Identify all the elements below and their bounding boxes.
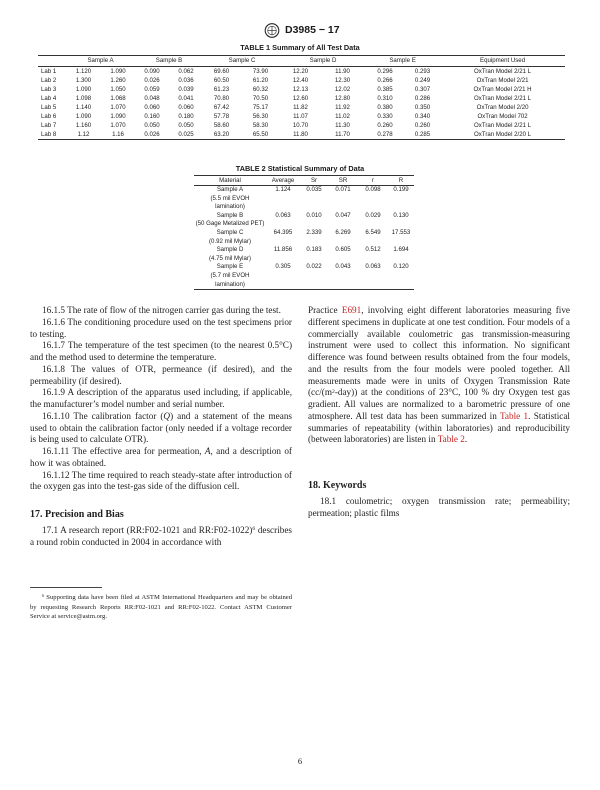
footnote (30, 587, 292, 622)
paragraph-text: 17.1 A research report (RR:F02-1021 and RR:F02-1022) (42, 525, 253, 535)
table1-row (38, 67, 565, 77)
stat-value-cell: 1.124 (275, 186, 291, 193)
paragraph-text: , and a description of how it was obtained. (30, 446, 292, 468)
value-cell: 0.330 (377, 113, 393, 120)
table2-header-row (194, 176, 414, 186)
table2-caption: TABLE 2 Statistical Summary of Data (235, 164, 365, 173)
lab-label: Lab 2 (41, 77, 57, 84)
stat-value-cell: 0.120 (393, 263, 409, 271)
material-line: (4.75 mil Mylar) (209, 254, 251, 262)
stat-value-cell: 0.022 (306, 263, 322, 271)
value-cell: 1.300 (75, 77, 92, 84)
value-cell: 1.16 (112, 131, 124, 138)
paragraph-text: -day)) at the conditions of 23°C, 100 % dry Oxygen test gas gradient. All values are normalized to a barometric pressure of one atmosphere. All test data has been summarized in (308, 387, 570, 421)
equipment-cell: OxTran Model 2/21 L (474, 122, 532, 129)
material-line: Sample B (216, 211, 244, 219)
page-number: 6 (297, 756, 303, 766)
table2-body (194, 186, 414, 290)
value-cell: 11.02 (335, 113, 350, 120)
value-cell: 0.350 (414, 104, 431, 111)
material-line: (5.7 mil EVOH (210, 271, 250, 279)
value-cell: 0.340 (414, 113, 431, 120)
value-cell: 0.060 (178, 104, 194, 111)
value-cell: 0.310 (377, 95, 393, 102)
value-cell: 12.20 (292, 68, 309, 75)
stat-value-cell: 0.043 (335, 263, 351, 271)
left-text-column (30, 305, 292, 549)
table1-body (38, 67, 565, 140)
value-cell: 69.60 (213, 68, 230, 75)
value-cell: 0.278 (377, 131, 393, 138)
section-heading-17: 17. Precision and Bias (30, 509, 124, 520)
value-cell: 12.30 (334, 77, 351, 84)
stat-value-cell: 6.269 (335, 228, 351, 236)
footnote-number: 6 (42, 593, 45, 599)
value-cell: 11.07 (293, 113, 308, 120)
value-cell: 1.090 (110, 113, 126, 120)
value-cell: 0.260 (377, 122, 393, 129)
reference-link-table1[interactable]: Table 1 (499, 410, 529, 421)
material-cell (194, 263, 266, 289)
value-cell: 60.50 (213, 77, 230, 84)
page-header (0, 22, 600, 39)
equipment-cell: OxTran Model 2/20 L (474, 131, 532, 138)
material-cell (194, 212, 266, 229)
stat-value-cell: 0.029 (365, 211, 381, 219)
sample-header: Sample A (66, 56, 135, 67)
table1-head (38, 56, 565, 67)
value-cell: 0.296 (377, 68, 393, 75)
lab-label: Lab 5 (41, 104, 57, 111)
stat-value-cell: 0.071 (335, 186, 351, 193)
value-cell: 10.70 (292, 122, 309, 129)
right-text-column (308, 305, 570, 520)
stat-value-cell: 0.605 (335, 246, 351, 254)
material-line: Sample D (216, 246, 244, 254)
paragraph-16-1-12: 16.1.12 The time required to reach steady-state after introduction of the oxygen gas into the test-gas side of the diffusion cell. (30, 469, 292, 492)
value-cell: 58.30 (252, 122, 269, 129)
value-cell: 12.40 (292, 77, 309, 84)
value-cell: 11.70 (335, 131, 350, 138)
lab-label: Lab 1 (41, 68, 57, 75)
value-cell: 61.20 (252, 77, 269, 84)
equipment-cell: OxTran Model 2/21 L (474, 68, 532, 75)
value-cell: 1.068 (110, 95, 126, 102)
table1-row (38, 103, 565, 112)
stat-value-cell: 0.305 (275, 263, 291, 271)
paragraph-text: 16.1.10 The calibration factor ( (42, 410, 164, 421)
value-cell: 70.50 (252, 95, 269, 102)
lab-label: Lab 7 (41, 122, 57, 129)
value-cell: 11.90 (335, 68, 350, 75)
stat-header: R (388, 176, 414, 186)
paragraph-text: . (464, 434, 468, 445)
equipment-cell: OxTran Model 702 (477, 113, 528, 120)
stat-header: Sr (300, 176, 328, 186)
stat-value-cell: 64.395 (273, 228, 293, 236)
value-cell: 60.32 (252, 86, 269, 93)
table1-caption: TABLE 1 Summary of All Test Data (240, 43, 360, 52)
value-cell: 11.92 (335, 104, 350, 111)
reference-link-e691[interactable]: E691 (341, 305, 362, 315)
value-cell: 0.160 (144, 113, 160, 120)
value-cell: 1.090 (75, 113, 92, 120)
value-cell: 0.260 (414, 122, 431, 129)
value-cell: 12.02 (334, 86, 351, 93)
value-cell: 61.23 (213, 86, 230, 93)
sample-header: Sample E (365, 56, 440, 67)
value-cell: 1.050 (110, 86, 126, 93)
material-line: Sample E (216, 263, 244, 271)
value-cell: 0.036 (178, 77, 194, 84)
value-cell: 11.80 (293, 131, 308, 138)
value-cell: 0.062 (178, 68, 194, 75)
paragraph-text: ) and a statement of the means used to obtain the calibration factor (only needed if a voltage recorder is being used to calculate OTR). (30, 410, 292, 445)
table1-row (38, 121, 565, 130)
paragraph-16-1-9: 16.1.9 A description of the apparatus used including, if applicable, the manufacturer’s model number and serial number. (30, 387, 292, 409)
stat-value-cell: 0.035 (306, 186, 322, 193)
value-cell: 0.050 (178, 122, 194, 129)
reference-link-table2[interactable]: Table 2 (437, 434, 465, 445)
value-cell: 0.307 (414, 86, 431, 93)
paragraph-18-1: 18.1 coulometric; oxygen transmission rate; permeability; permeation; plastic films (308, 496, 570, 518)
symbol-a: A (204, 446, 211, 456)
stat-value-cell: 1.694 (393, 246, 409, 254)
superscript-2: 2 (331, 388, 335, 395)
paragraph-text: describes a round robin conducted in 2004 in accordance with (30, 525, 292, 547)
lab-label: Lab 8 (41, 131, 57, 138)
stat-value-cell: 0.130 (393, 211, 409, 219)
lab-label: Lab 4 (41, 95, 57, 102)
stat-value-cell: 0.512 (365, 246, 381, 254)
value-cell: 12.13 (292, 86, 309, 93)
value-cell: 75.17 (252, 104, 269, 111)
value-cell: 12.60 (292, 95, 309, 102)
stat-value-cell: 0.183 (306, 246, 322, 254)
value-cell: 0.060 (144, 104, 160, 111)
footnote-rule (30, 587, 102, 588)
material-line: Sample A (216, 186, 244, 193)
value-cell: 0.293 (414, 68, 431, 75)
paragraph-16-1-8: 16.1.8 The values of OTR, permeance (if desired), and the permeability (if desired). (30, 363, 292, 386)
paragraph-16-1-11 (30, 446, 292, 470)
paragraph-text: . Statistical summaries of repeatability (within laboratories) and reproducibility (between laboratories) are listen in (308, 410, 570, 445)
table2-row (194, 263, 414, 289)
stat-value-cell: 0.063 (365, 263, 381, 271)
stat-value-cell: 0.047 (335, 211, 351, 219)
lab-label: Lab 3 (41, 86, 57, 93)
sample-header: Sample D (281, 56, 365, 67)
lab-label: Lab 6 (41, 113, 57, 120)
paragraph-17-1-continued (308, 305, 570, 446)
blank-header-cell (38, 56, 66, 67)
value-cell: 0.180 (178, 113, 194, 120)
standard-designation: D3985 − 17 (285, 24, 340, 36)
table1-row (38, 85, 565, 94)
astm-logo (264, 22, 280, 39)
value-cell: 11.30 (335, 122, 350, 129)
value-cell: 0.286 (414, 95, 431, 102)
stat-value-cell: 6.549 (365, 228, 381, 236)
value-cell: 0.025 (178, 131, 194, 138)
symbol-q: Q (163, 410, 171, 421)
value-cell: 0.039 (178, 86, 194, 93)
table1-row (38, 76, 565, 85)
value-cell: 63.20 (213, 131, 230, 138)
material-line: (5.5 mil EVOH (210, 194, 250, 202)
stat-header: SR (328, 176, 358, 186)
material-line: Sample C (216, 228, 244, 236)
table1-header-row (38, 56, 565, 67)
stat-value-cell: 17.553 (391, 228, 411, 236)
value-cell: 67.42 (213, 104, 230, 111)
material-line: (50 Gage Metalized PET) (195, 220, 265, 228)
stat-header: Average (266, 176, 300, 186)
material-line: (0.92 mil Mylar) (209, 237, 251, 245)
sample-header: Sample C (203, 56, 281, 67)
stat-value-cell: 11.856 (273, 246, 293, 254)
value-cell: 11.82 (293, 104, 308, 111)
sample-header: Sample B (135, 56, 203, 67)
paragraph-16-1-10 (30, 411, 292, 446)
paragraph-16-1-5: 16.1.5 The rate of flow of the nitrogen carrier gas during the test. (42, 305, 281, 315)
material-line: lamination) (215, 203, 245, 211)
footnote-text (30, 593, 292, 622)
material-cell (194, 186, 266, 212)
paragraph-text: Practice (308, 305, 342, 315)
table1-row (38, 94, 565, 103)
value-cell: 0.026 (144, 131, 160, 138)
footnote-reference: 6 (252, 526, 256, 533)
table2-row (194, 212, 414, 229)
material-cell (194, 246, 266, 263)
stat-header: r (358, 176, 388, 186)
material-cell (194, 229, 266, 246)
value-cell: 57.78 (213, 113, 230, 120)
section-heading-18: 18. Keywords (308, 480, 367, 491)
equipment-cell: OxTran Model 2/21 L (474, 95, 532, 102)
table1-row (38, 112, 565, 121)
paragraph-17-1 (30, 525, 292, 549)
value-cell: 0.026 (144, 77, 160, 84)
stat-value-cell: 2.339 (306, 228, 322, 236)
paragraph-text: , involving eight different laboratories measuring five different specimens in duplicate at one test condition. Four models of a commercially available coulometric gas transmission-measuring instrument were used to collect this information. No significant difference was found between results obtained from the four models, and the results from the four models were pooled together. All measurements made were in units of Oxygen Transmission Rate (cc/(m (308, 305, 570, 398)
value-cell: 1.090 (110, 68, 126, 75)
equipment-cell: OxTran Model 2/21 H (473, 86, 532, 93)
stat-value-cell: 0.098 (365, 186, 381, 193)
table2 (194, 175, 414, 290)
stat-value-cell: 0.010 (306, 211, 322, 219)
equipment-cell: OxTran Model 2/20 (476, 104, 529, 111)
value-cell: 0.059 (144, 86, 160, 93)
value-cell: 58.60 (213, 122, 230, 129)
value-cell: 65.50 (252, 131, 269, 138)
value-cell: 12.80 (334, 95, 351, 102)
value-cell: 0.285 (414, 131, 431, 138)
value-cell: 1.12 (77, 131, 90, 138)
table1 (38, 55, 565, 140)
value-cell: 1.260 (110, 77, 126, 84)
value-cell: 0.090 (144, 68, 160, 75)
stat-value-cell: 0.199 (393, 186, 409, 193)
stat-header: Material (194, 176, 266, 186)
value-cell: 1.070 (110, 104, 126, 111)
value-cell: 1.098 (75, 95, 92, 102)
table2-row (194, 229, 414, 246)
value-cell: 0.048 (144, 95, 160, 102)
value-cell: 70.80 (213, 95, 230, 102)
value-cell: 1.160 (75, 122, 92, 129)
paragraph-16-1-7: 16.1.7 The temperature of the test specimen (to the nearest 0.5°C) and the method used to determine the temperature. (30, 340, 292, 362)
value-cell: 0.249 (414, 77, 431, 84)
table2-row (194, 186, 414, 212)
material-line: lamination) (215, 280, 245, 288)
equipment-cell: OxTran Model 2/21 (476, 77, 529, 84)
equipment-header: Equipment Used (440, 56, 565, 67)
paragraph-text: 16.1.11 The effective area for permeation, (42, 446, 205, 456)
value-cell: 0.380 (377, 104, 393, 111)
value-cell: 1.120 (75, 68, 92, 75)
value-cell: 56.30 (252, 113, 269, 120)
table1-row (38, 130, 565, 140)
stat-value-cell: 0.063 (275, 211, 291, 219)
footnote-body: Supporting data have been filed at ASTM International Headquarters and may be obtained by requesting Research Reports RR:F02-1021 and RR:F02-1022. Contact ASTM Customer Service at service@astm.org. (30, 594, 292, 621)
table2-row (194, 246, 414, 263)
value-cell: 0.385 (377, 86, 393, 93)
value-cell: 0.266 (377, 77, 393, 84)
value-cell: 73.90 (252, 68, 269, 75)
value-cell: 1.070 (110, 122, 126, 129)
table2-head (194, 176, 414, 186)
value-cell: 0.041 (178, 95, 194, 102)
value-cell: 1.090 (75, 86, 92, 93)
value-cell: 0.050 (144, 122, 160, 129)
paragraph-16-1-6: 16.1.6 The conditioning procedure used on the test specimens prior to testing. (30, 316, 292, 339)
value-cell: 1.140 (75, 104, 92, 111)
